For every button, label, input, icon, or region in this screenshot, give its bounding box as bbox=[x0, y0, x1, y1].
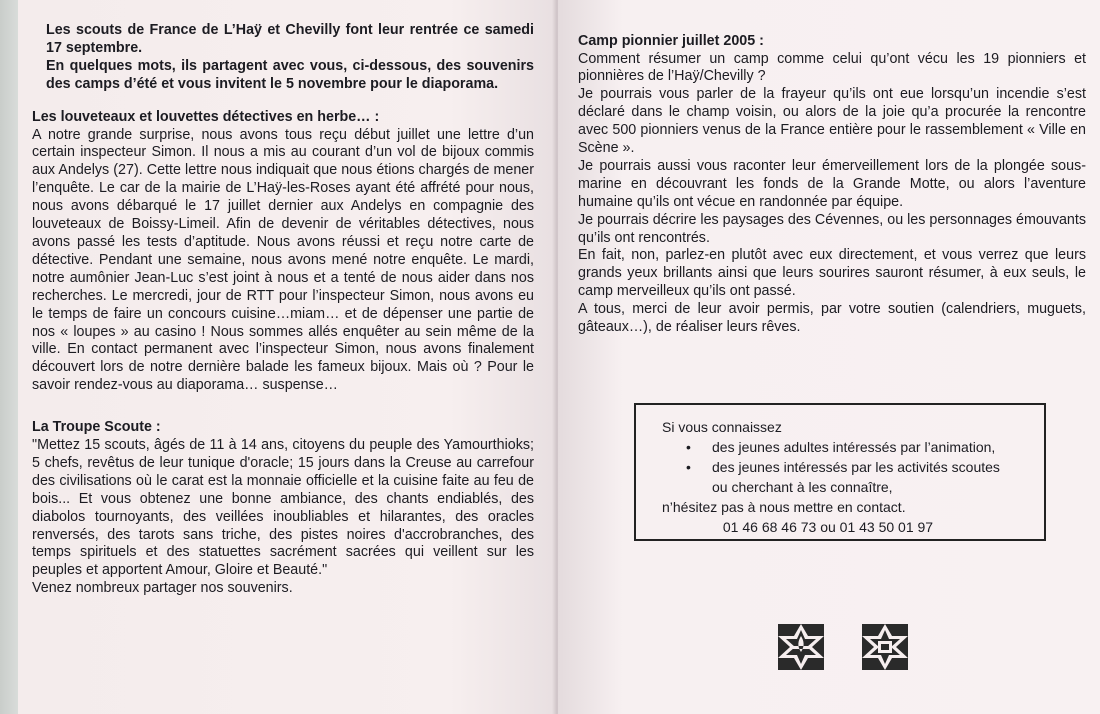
left-page bbox=[18, 0, 558, 714]
intro-line-2: En quelques mots, ils partagent avec vous, ci-dessous, des souvenirs des camps d’été et vous invitent le 5 novembre pour le diaporama. bbox=[46, 57, 534, 92]
pionniers-paragraph-6: A tous, merci de leur avoir permis, par votre soutien (calendriers, muguets, gâteaux…), de réaliser leurs rêves. bbox=[578, 301, 1086, 336]
contact-item-text: des jeunes intéressés par les activités scoutes bbox=[712, 459, 1000, 475]
pionniers-paragraph-4: Je pourrais décrire les paysages des Cévennes, ou les personnages émouvants qu’ils ont rencontrés. bbox=[578, 211, 1086, 246]
contact-item-text: des jeunes adultes intéressés par l’animation, bbox=[712, 439, 996, 455]
section-closing-troupe: Venez nombreux partager nos souvenirs. bbox=[32, 580, 293, 597]
section-text-louveteaux: A notre grande surprise, nous avons tous reçu début juillet une lettre d’un certain inspecteur Simon. Il nous a mis au courant d’un vol de bijoux commis aux Andelys (27). Cette lettre nous indiquait que nous étions chargés de mener l’enquête. Le car de la mairie de L’Haÿ-les-Roses ayant été affrété pour nous, nous avons débarqué le 17 juillet dernier aux Andelys en compagnie des louveteaux de Boissy-Limeil. Afin de devenir de véritables détectives, nous avons passé les tests d’aptitude. Nous avons réussi et reçu notre carte de détective. Pendant une semaine, nous avons mené notre enquête. Le mardi, notre aumônier Jean-Luc s’est joint à nous et a tenté de nous aider dans nos recherches. Le mercredi, jour de RTT pour l’inspecteur Simon, nous avons eu le temps de faire un concours cuisine…miam… et de dépenser une partie de nos « loupes » au casino ! Nous sommes allés enquêter au sein même de la ville. En contact permanent avec l’inspecteur Simon, nous avons finalement découvert lors de notre dernière balade les fameux bijoux. Mais où ? Pour le savoir rendez-vous au diaporama… suspense… bbox=[32, 126, 534, 394]
contact-box bbox=[634, 403, 1046, 541]
contact-list bbox=[662, 437, 1034, 477]
contact-intro: Si vous connaissez bbox=[662, 419, 782, 435]
contact-item bbox=[662, 437, 1034, 457]
right-page bbox=[558, 0, 1100, 714]
scout-cross-emblem-icon bbox=[860, 622, 910, 672]
pionniers-paragraph-1: Comment résumer un camp comme celui qu’ont vécu les 19 pionniers et pionnières de l’Haÿ/Chevilly ? bbox=[578, 50, 1086, 85]
section-text-troupe: "Mettez 15 scouts, âgés de 11 à 14 ans, citoyens du peuple des Yamourthioks; 5 chefs, revêtus de leur tunique d'oracle; 15 jours dans la Creuse au carrefour des civilisations où le carat est la monnaie officielle et la cuisine faite au feu de bois... Et vous obtenez une bonne ambiance, des chants endiablés, des diabolos tournoyants, des veillées inoubliables et hilarantes, des oracles renversés, des tarots sans triche, des pistes noires d'accrobranches, des temps spirituels et des statuettes sacrément sacrées qui veillent sur les peuples et apportent Amour, Gloire et Beauté." bbox=[32, 437, 534, 579]
pionniers-paragraph-5: En fait, non, parlez-en plutôt avec eux directement, et vous verrez que leurs grands yeux brillants ainsi que leurs sourires sauront résumer, à eux seuls, le camp merveilleux qu’ils ont passé. bbox=[578, 247, 1086, 300]
section-title-louveteaux: Les louveteaux et louvettes détectives en herbe… : bbox=[32, 108, 380, 125]
intro-line-1: Les scouts de France de L’Haÿ et Chevilly font leur rentrée ce samedi 17 septembre. bbox=[46, 22, 534, 56]
contact-closing: n’hésitez pas à nous mettre en contact. bbox=[662, 499, 906, 515]
pionniers-paragraph-3: Je pourrais aussi vous raconter leur émerveillement lors de la plongée sous-marine en découvrant les fonds de la Grande Motte, ou alors l’aventure humaine qu’ils ont vécue en randonnée par équipe. bbox=[578, 157, 1086, 210]
scout-cross-emblem-icon bbox=[776, 622, 826, 672]
pionniers-paragraph-2: Je pourrais vous parler de la frayeur qu’ils ont eue lorsqu’un incendie s’est déclaré dans le champ voisin, ou alors de la joie qu’a procurée la rencontre avec 500 pionniers venus de la France entière pour le rassemblement « Ville en Scène ». bbox=[578, 86, 1086, 157]
section-title-troupe: La Troupe Scoute : bbox=[32, 419, 161, 436]
bullet-icon: • bbox=[686, 459, 691, 475]
contact-phones: 01 46 68 46 73 ou 01 43 50 01 97 bbox=[722, 519, 934, 535]
section-title-pionniers: Camp pionnier juillet 2005 : bbox=[578, 33, 764, 49]
contact-item-continuation: ou cherchant à les connaître, bbox=[712, 479, 893, 495]
contact-item bbox=[662, 457, 1034, 477]
bullet-icon: • bbox=[686, 439, 691, 455]
